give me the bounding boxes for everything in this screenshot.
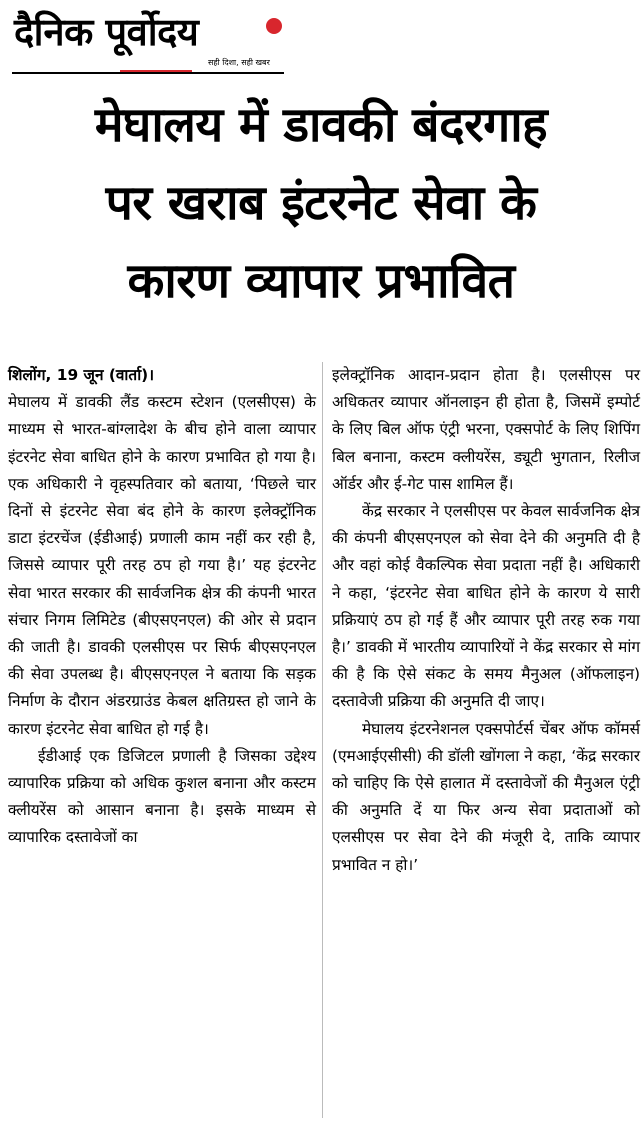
column-divider (322, 362, 323, 1118)
masthead-rule (12, 72, 284, 74)
newspaper-name: दैनिक पूर्वोदय (14, 10, 199, 54)
article-paragraph-1: मेघालय में डावकी लैंड कस्टम स्टेशन (एलसीएस) के माध्यम से भारत-बांग्लादेश के बीच होने वाला व्यापार इंटरनेट सेवा बाधित होने के कारण प्रभावित हो गया है। एक अधिकारी ने वृहस्पतिवार को बताया, ‘पिछले चार दिनों से इंटरनेट सेवा बंद होने के कारण इलेक्ट्रॉनिक डाटा इंटरचेंज (ईडीआई) प्रणाली काम नहीं कर रही है, जिससे व्यापार पूरी तरह ठप हो गया है।’ यह इंटरनेट सेवा भारत सरकार की सार्वजनिक क्षेत्र की कंपनी भारत संचार निगम लिमिटेड (बीएसएनएल) की ओर से प्रदान की जाती है। डावकी एलसीएस पर सिर्फ बीएसएनएल की सेवा उपलब्ध है। बीएसएनएल ने बताया कि सड़क निर्माण के दौरान अंडरग्राउंड केबल क्षतिग्रस्त हो जाने के कारण इंटरनेट सेवा बाधित हो गई है। (8, 393, 316, 738)
masthead (12, 6, 284, 76)
headline-line-1: मेघालय में डावकी बंदरगाह (94, 97, 548, 153)
dateline-paragraph (8, 362, 316, 389)
article-column-left (8, 362, 316, 852)
article-paragraph-2-continued: इलेक्ट्रॉनिक आदान-प्रदान होता है। एलसीएस पर अधिकतर व्यापार ऑनलाइन ही होता है, जिसमें इम्पोर्ट के लिए बिल ऑफ एंट्री भरना, एक्सपोर्ट के लिए शिपिंग बिल बनाना, कस्टम क्लीयरेंस, ड्यूटी भुगतान, रिलीज ऑर्डर और ई-गेट पास शामिल हैं। (332, 366, 640, 493)
dateline: शिलोंग, 19 जून (वार्ता)। (8, 366, 155, 384)
article-paragraph-3: केंद्र सरकार ने एलसीएस पर केवल सार्वजनिक क्षेत्र की कंपनी बीएसएनएल को सेवा देने की अनुमति दी है और वहां कोई वैकल्पिक सेवा प्रदाता नहीं है। अधिकारी ने कहा, ‘इंटरनेट सेवा बाधित होने के कारण ये सारी प्रक्रियाएं ठप हो गई हैं और व्यापार पूरी तरह रुक गया है।’ डावकी में भारतीय व्यापारियों ने केंद्र सरकार से मांग की है कि ऐसे संकट के समय मैनुअल (ऑफलाइन) दस्तावेजी प्रक्रिया की अनुमति दी जाए। (332, 502, 640, 711)
article-paragraph-4: मेघालय इंटरनेशनल एक्सपोर्टर्स चेंबर ऑफ कॉमर्स (एमआईएसीसी) की डॉली खोंगला ने कहा, ‘केंद्र सरकार को चाहिए कि ऐसे हालात में दस्तावेजों की मैनुअल एंट्री की अनुमति दें या फिर अन्य सेवा प्रदाताओं को एलसीएस पर सेवा देने की मंजूरी दे, ताकि व्यापार प्रभावित न हो।’ (332, 719, 640, 874)
article-paragraph-2: ईडीआई एक डिजिटल प्रणाली है जिसका उद्देश्य व्यापारिक प्रक्रिया को अधिक कुशल बनाना और कस्टम क्लीयरेंस को आसान बनाना है। इसके माध्यम से व्यापारिक दस्तावेजों का (8, 746, 316, 847)
newspaper-tagline: सही दिशा, सही खबर (208, 58, 270, 67)
headline-line-3: कारण व्यापार प्रभावित (127, 253, 515, 309)
article-headline (0, 86, 642, 320)
article-column-right (332, 362, 640, 879)
headline-line-2: पर खराब इंटरनेट सेवा के (105, 175, 537, 231)
masthead-dot-icon (266, 18, 282, 34)
